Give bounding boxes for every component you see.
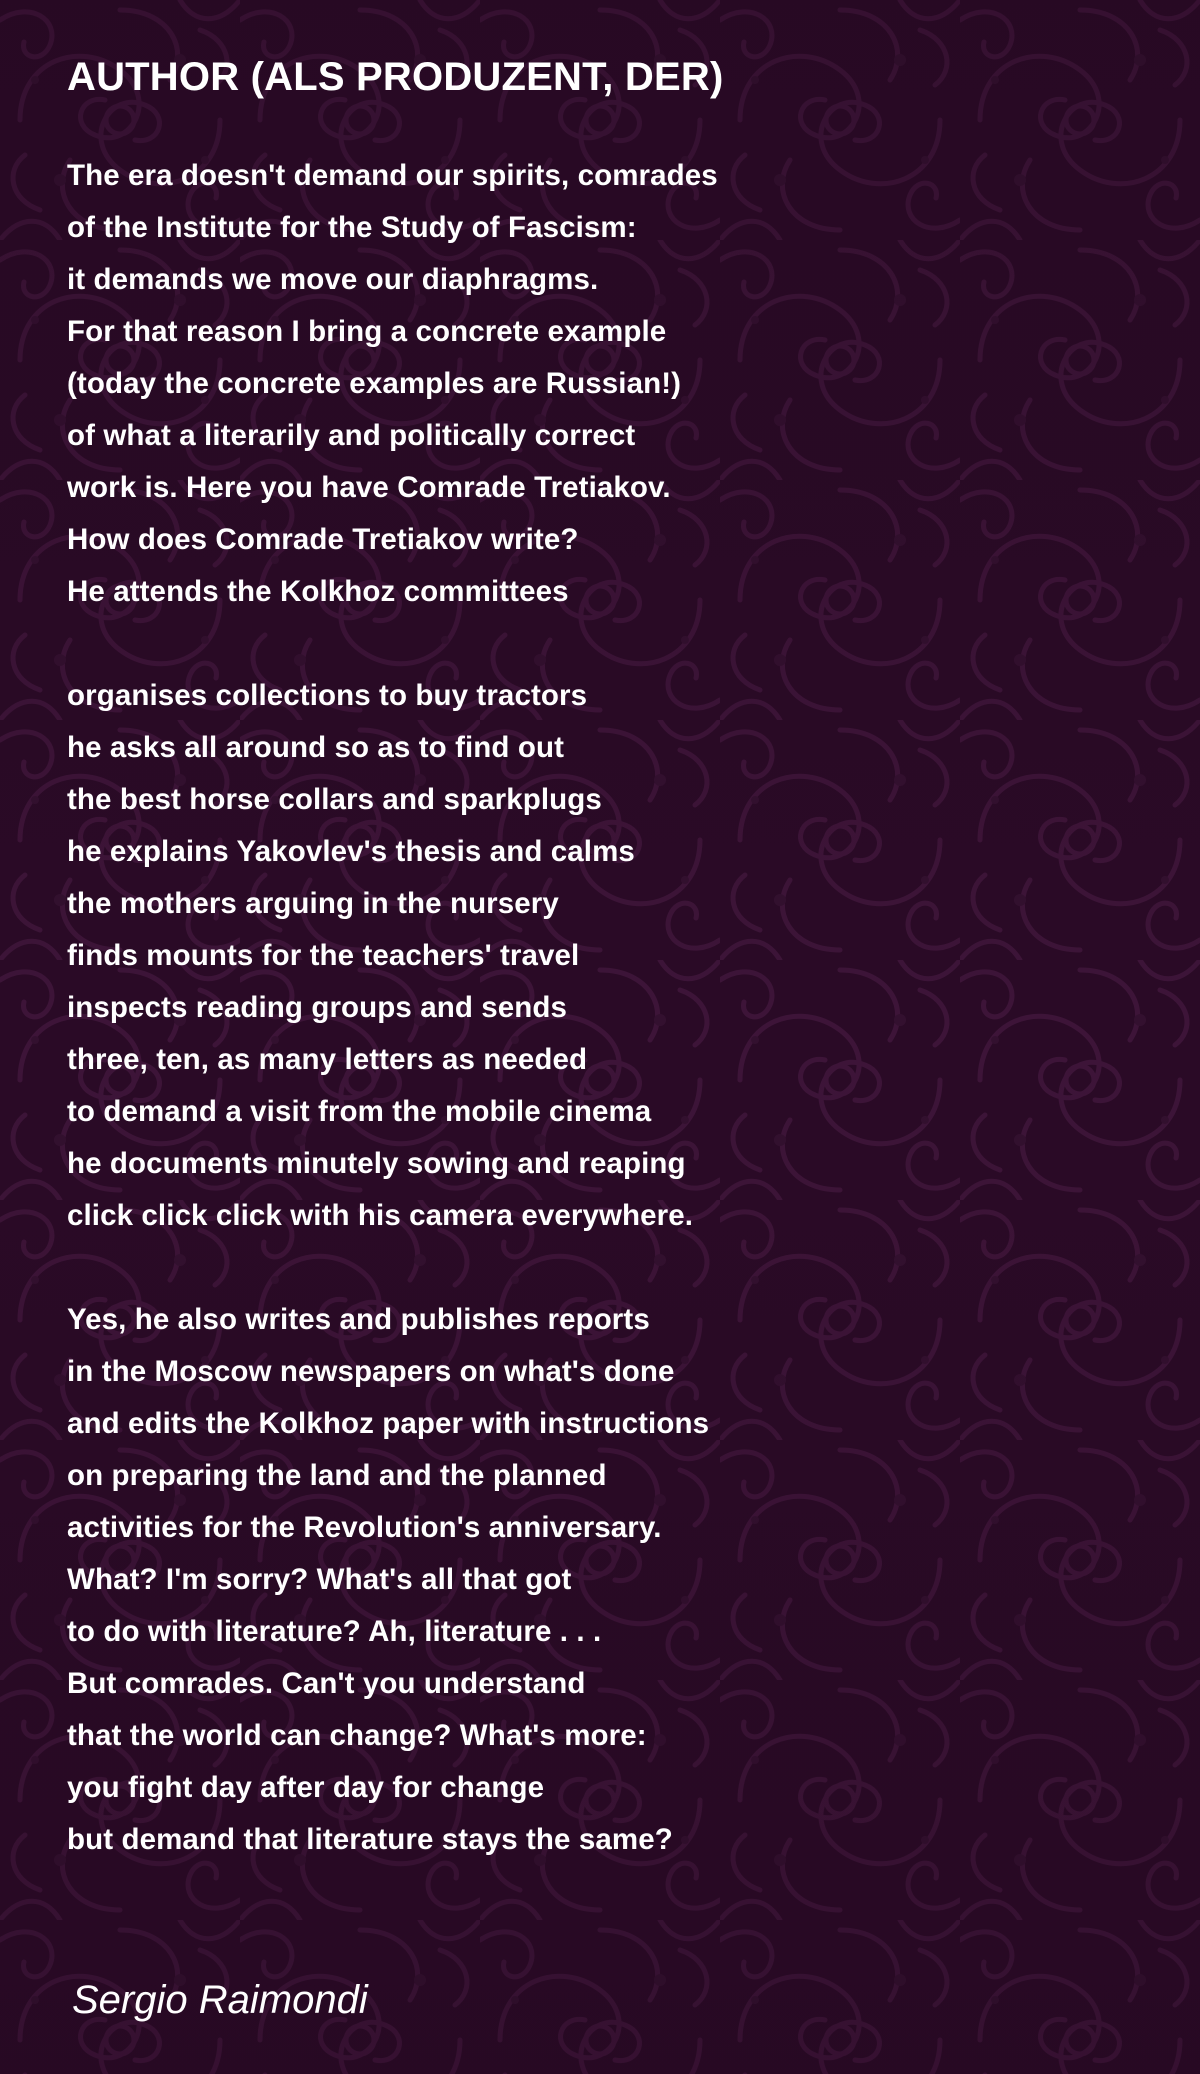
poem-line: the best horse collars and sparkplugs xyxy=(67,783,602,816)
poem-line: to demand a visit from the mobile cinema xyxy=(67,1095,652,1128)
poem-line: Yes, he also writes and publishes reports xyxy=(67,1303,650,1336)
poem-line: click click click with his camera everywhere. xyxy=(67,1199,694,1232)
poem-line: of what a literarily and politically correct xyxy=(67,419,636,452)
poem-line: but demand that literature stays the same? xyxy=(67,1823,673,1856)
poem-line: inspects reading groups and sends xyxy=(67,991,567,1024)
poem-line: the mothers arguing in the nursery xyxy=(67,887,559,920)
poem-line: The era doesn't demand our spirits, comrades xyxy=(67,159,718,192)
poem-line: on preparing the land and the planned xyxy=(67,1459,607,1492)
poem-line: But comrades. Can't you understand xyxy=(67,1667,586,1700)
poem-line: in the Moscow newspapers on what's done xyxy=(67,1355,675,1388)
poem-line: work is. Here you have Comrade Tretiakov. xyxy=(67,471,671,504)
poem-line: he asks all around so as to find out xyxy=(67,731,564,764)
poem-body xyxy=(67,150,718,1918)
stanza xyxy=(67,150,718,618)
poem-line: finds mounts for the teachers' travel xyxy=(67,939,580,972)
poem-line: and edits the Kolkhoz paper with instructions xyxy=(67,1407,710,1440)
poem-line: to do with literature? Ah, literature . . . xyxy=(67,1615,602,1648)
poem-title: AUTHOR (ALS PRODUZENT, DER) xyxy=(67,55,724,99)
poem-line: (today the concrete examples are Russian!) xyxy=(67,367,682,400)
poem-line: three, ten, as many letters as needed xyxy=(67,1043,588,1076)
poem-line: activities for the Revolution's anniversary. xyxy=(67,1511,662,1544)
stanza xyxy=(67,1294,718,1866)
poem-line: you fight day after day for change xyxy=(67,1771,545,1804)
poem-line: of the Institute for the Study of Fascism: xyxy=(67,211,637,244)
poem-line: that the world can change? What's more: xyxy=(67,1719,647,1752)
poem-line: For that reason I bring a concrete example xyxy=(67,315,667,348)
poem-line: he explains Yakovlev's thesis and calms xyxy=(67,835,635,868)
poem-line: it demands we move our diaphragms. xyxy=(67,263,599,296)
poem-line: he documents minutely sowing and reaping xyxy=(67,1147,686,1180)
stanza xyxy=(67,670,718,1242)
poem-author: Sergio Raimondi xyxy=(72,1978,368,2022)
poem-line: organises collections to buy tractors xyxy=(67,679,588,712)
poem-line: What? I'm sorry? What's all that got xyxy=(67,1563,572,1596)
poem-line: How does Comrade Tretiakov write? xyxy=(67,523,579,556)
poem-line: He attends the Kolkhoz committees xyxy=(67,575,569,608)
